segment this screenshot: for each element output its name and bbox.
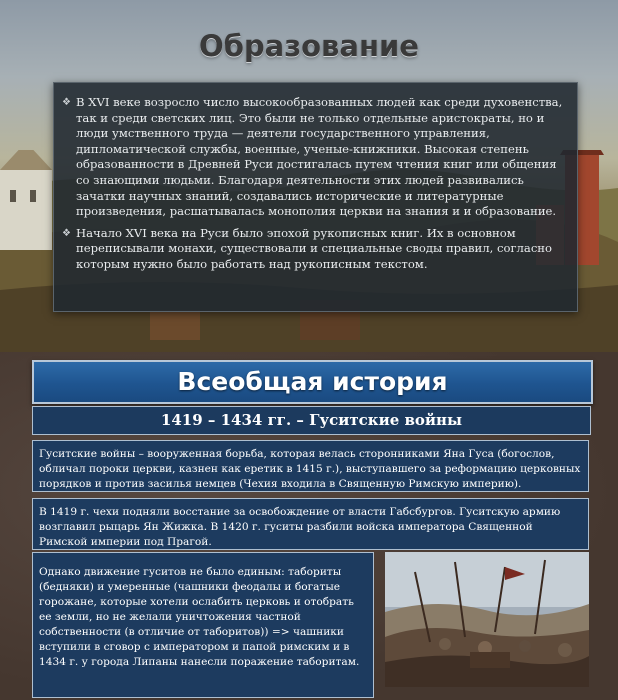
info-box-uprising <box>32 498 589 550</box>
banner-title: Всеобщая история <box>177 367 448 396</box>
bullet-list <box>54 83 577 273</box>
paragraph-text: Однако движение гуситов не было единым: табориты (бедняки) и умеренные (чашники феодалы и богатые горожане, которые хотели ослабить церковь и отобрать ее земли, но не желали уничтожения частной собственности (в отличие от таборитов)) => чашники вступили в сговор с императором и папой римским и в 1434 г. у города Липаны нанесли поражение таборитам. <box>39 566 360 668</box>
education-text-box <box>53 82 578 312</box>
info-box-definition <box>32 440 589 492</box>
battle-painting-image <box>385 552 589 687</box>
section-banner <box>32 360 593 404</box>
slide-world-history <box>0 352 618 700</box>
slide-title: Образование <box>199 29 419 64</box>
subtitle-text: 1419 – 1434 гг. – Гуситские войны <box>160 411 463 429</box>
paragraph-text: В 1419 г. чехи подняли восстание за освобождение от власти Габсбургов. Гуситскую армию возглавил рыцарь Ян Жижка. В 1420 г. гуситы разбили войска императора Священной Римской империи под Прагой. <box>39 506 561 548</box>
list-item <box>62 225 563 273</box>
bullet-text: Начало XVI века на Руси было эпохой рукописных книг. Их в основном переписывали монахи, существовали и специальные своды правил, согласно которым нужно было работать над рукописным текстом. <box>76 225 553 271</box>
list-item <box>62 95 563 220</box>
diamond-bullet-icon: ❖ <box>62 97 71 108</box>
subtitle-bar <box>32 406 591 435</box>
info-box-split <box>32 552 374 698</box>
diamond-bullet-icon: ❖ <box>62 227 71 239</box>
bullet-text: В XVI веке возросло число высокообразованных людей как среди духовенства, так и среди светских лиц. Это были не только отдельные аристократы, но и люди умственного труда — деятели государственного управления, дипломатической службы, военные, ученые-книжники. Высокая степень образованности в Древней Руси достигалась путем чтения книг или общения со знающими людьми. Благодаря деятельности этих людей развивались зачатки научных знаний, создавались исторические и литературные произведения, расшатывалась монополия церкви на знания и и образование. <box>76 95 563 219</box>
paragraph-text: Гуситские войны – вооруженная борьба, которая велась сторонниками Яна Гуса (богослов, обличал пороки церкви, казнен как еретик в 1415 г.), выступавшего за реформацию церковных порядков и против засилья немцев (Чехия входила в Священную Римскую империю). <box>39 448 581 490</box>
